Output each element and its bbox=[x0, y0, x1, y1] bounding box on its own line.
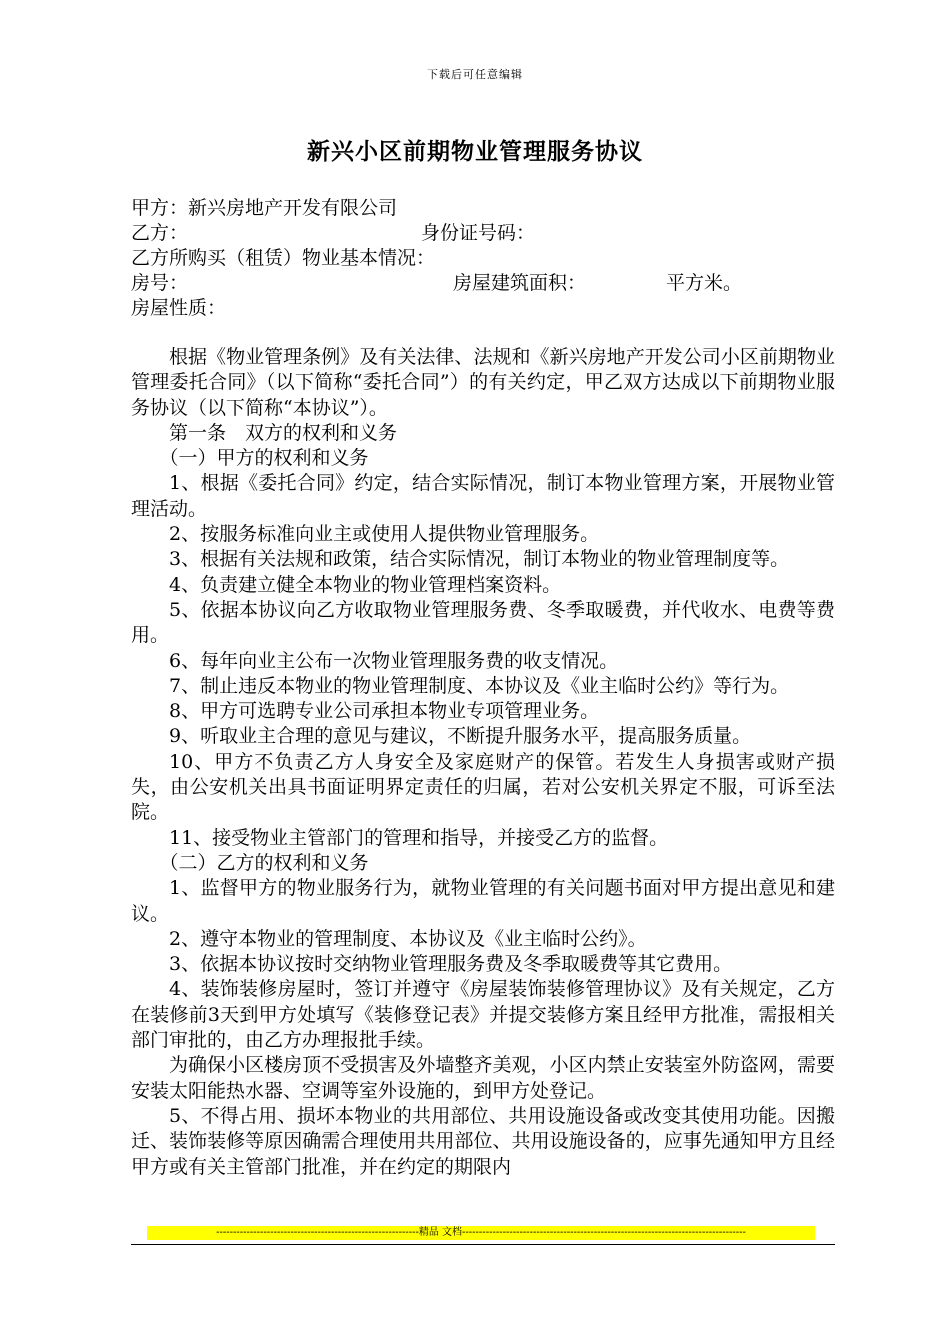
clause-a10: 10、甲方不负责乙方人身安全及家庭财产的保管。若发生人身损害或财产损失，由公安机关出具书面证明界定责任的归属，若对公安机关界定不服，可诉至法院。 bbox=[131, 750, 835, 824]
party-info bbox=[131, 196, 851, 321]
clause-a8: 8、甲方可选聘专业公司承担本物业专项管理业务。 bbox=[169, 700, 600, 723]
clause-a11: 11、接受物业主管部门的管理和指导，并接受乙方的监督。 bbox=[169, 826, 669, 849]
clause-b4: 4、装饰装修房屋时，签订并遵守《房屋装饰装修管理协议》及有关规定，乙方在装修前3天到甲方处填写《装修登记表》并提交装修方案且经甲方批准，需报相关部门审批的，由乙方办理报批手续。 bbox=[131, 978, 835, 1052]
clause-a7: 7、制止违反本物业的物业管理制度、本协议及《业主临时公约》等行为。 bbox=[169, 674, 790, 697]
intro-paragraph: 根据《物业管理条例》及有关法律、法规和《新兴房地产开发公司小区前期物业管理委托合同》（以下简称“委托合同”）的有关约定，甲乙双方达成以下前期物业服务协议（以下简称“本协议”）。 bbox=[131, 346, 835, 419]
clause-a1: 1、根据《委托合同》约定，结合实际情况，制订本物业管理方案，开展物业管理活动。 bbox=[131, 472, 835, 520]
clause-b4-note: 为确保小区楼房顶不受损害及外墙整齐美观，小区内禁止安装室外防盗网，需要安装太阳能热水器、空调等室外设施的，到甲方处登记。 bbox=[131, 1054, 835, 1102]
footer-rule bbox=[131, 1244, 835, 1245]
property-basic: 乙方所购买（租赁）物业基本情况： bbox=[131, 247, 436, 269]
clause-b1: 1、监督甲方的物业服务行为，就物业管理的有关问题书面对甲方提出意见和建议。 bbox=[131, 877, 835, 925]
article-1-heading: 第一条 双方的权利和义务 bbox=[169, 421, 398, 444]
document-title: 新兴小区前期物业管理服务协议 bbox=[307, 138, 643, 165]
clause-a5: 5、依据本协议向乙方收取物业管理服务费、冬季取暖费，并代收水、电费等费用。 bbox=[131, 598, 835, 647]
party-a: 甲方：新兴房地产开发有限公司 bbox=[131, 197, 398, 219]
section-b-heading: （二）乙方的权利和义务 bbox=[159, 851, 369, 874]
party-b: 乙方： bbox=[131, 222, 189, 244]
header-note: 下载后可任意编辑 bbox=[427, 68, 523, 81]
clause-a9: 9、听取业主合理的意见与建议，不断提升服务水平，提高服务质量。 bbox=[169, 725, 752, 748]
clause-a2: 2、按服务标准向业主或使用人提供物业管理服务。 bbox=[169, 523, 600, 546]
property-nature-row bbox=[131, 296, 851, 321]
clause-a6: 6、每年向业主公布一次物业管理服务费的收支情况。 bbox=[169, 649, 619, 672]
clause-b3: 3、依据本协议按时交纳物业管理服务费及冬季取暖费等其它费用。 bbox=[169, 953, 733, 976]
room-no-label: 房号： bbox=[131, 272, 189, 294]
party-a-row bbox=[131, 196, 851, 221]
id-number-label: 身份证号码： bbox=[421, 222, 536, 244]
section-a-heading: （一）甲方的权利和义务 bbox=[159, 447, 369, 470]
agreement-body bbox=[131, 345, 835, 1180]
building-area-label: 房屋建筑面积： bbox=[453, 272, 587, 294]
footer-highlight: ------------------------------------------------------------精品 文档------------------------------------------------------------------------------------ bbox=[147, 1226, 815, 1240]
property-basic-row bbox=[131, 246, 851, 271]
clause-b5: 5、不得占用、损坏本物业的共用部位、共用设施设备或改变其使用功能。因搬迁、装饰装修等原因确需合理使用共用部位、共用设施设备的，应事先通知甲方且经甲方或有关主管部门批准，并在约定的期限内 bbox=[131, 1104, 835, 1178]
clause-a3: 3、根据有关法规和政策，结合实际情况，制订本物业的物业管理制度等。 bbox=[169, 548, 790, 571]
property-nature-label: 房屋性质： bbox=[131, 297, 227, 319]
clause-b2: 2、遵守本物业的管理制度、本协议及《业主临时公约》。 bbox=[169, 927, 647, 950]
clause-a4: 4、负责建立健全本物业的物业管理档案资料。 bbox=[169, 573, 562, 596]
area-unit: 平方米。 bbox=[666, 272, 743, 294]
party-b-row bbox=[131, 221, 851, 246]
room-row bbox=[131, 271, 851, 296]
